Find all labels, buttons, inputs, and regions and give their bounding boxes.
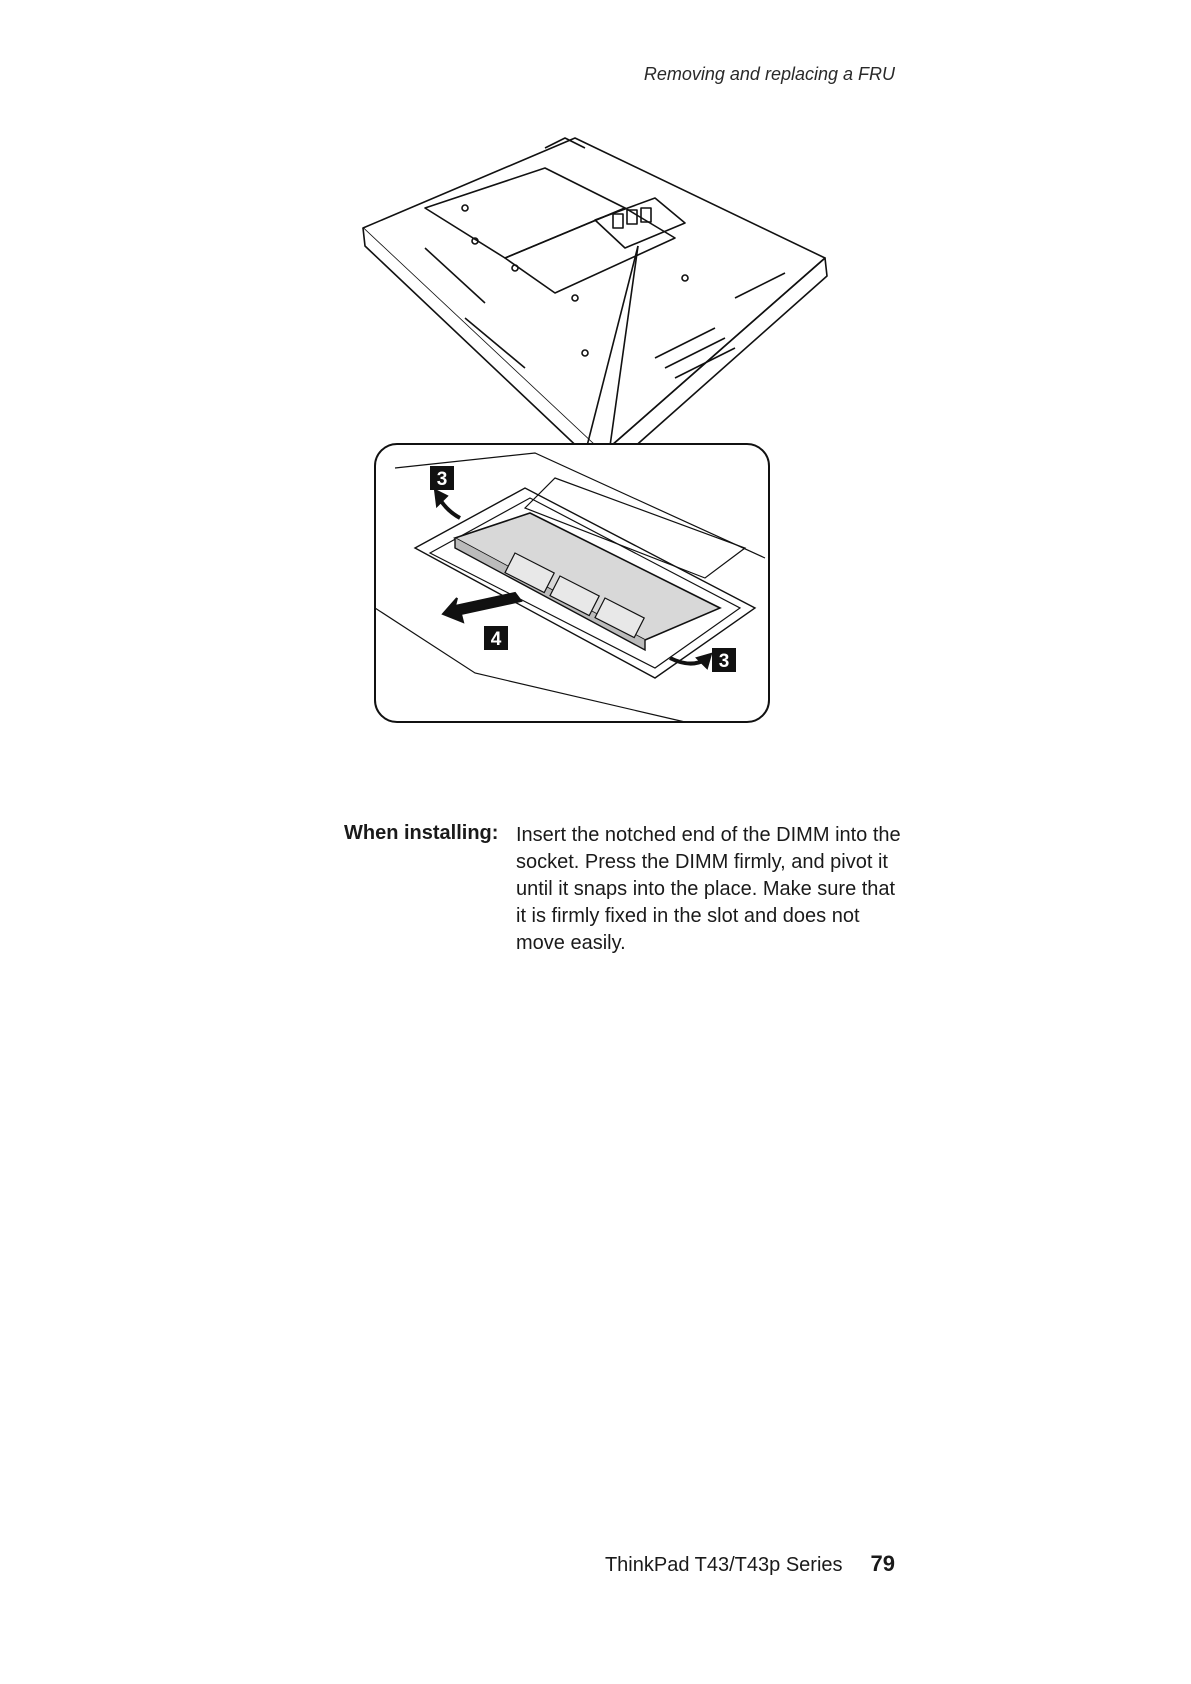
installing-instructions: Insert the notched end of the DIMM into the socket. Press the DIMM firmly, and pivot it until it snaps into the place. Make sure that it is firmly fixed in the slot and does not move easily. xyxy=(516,824,901,954)
page-footer xyxy=(605,1551,895,1577)
dimm-removal-illustration xyxy=(355,128,835,780)
laptop-bottom-diagram xyxy=(355,128,835,780)
svg-text:3: 3 xyxy=(718,651,730,672)
callout-3-bottom xyxy=(712,648,736,672)
page-number: 79 xyxy=(870,1551,895,1576)
running-header: Removing and replacing a FRU xyxy=(643,64,895,84)
svg-text:4: 4 xyxy=(490,629,502,650)
footer-title: ThinkPad T43/T43p Series xyxy=(604,1554,843,1576)
when-installing-label: When installing: xyxy=(344,822,499,844)
callout-3-top xyxy=(430,466,454,490)
svg-text:3: 3 xyxy=(436,469,448,490)
callout-4 xyxy=(484,626,508,650)
